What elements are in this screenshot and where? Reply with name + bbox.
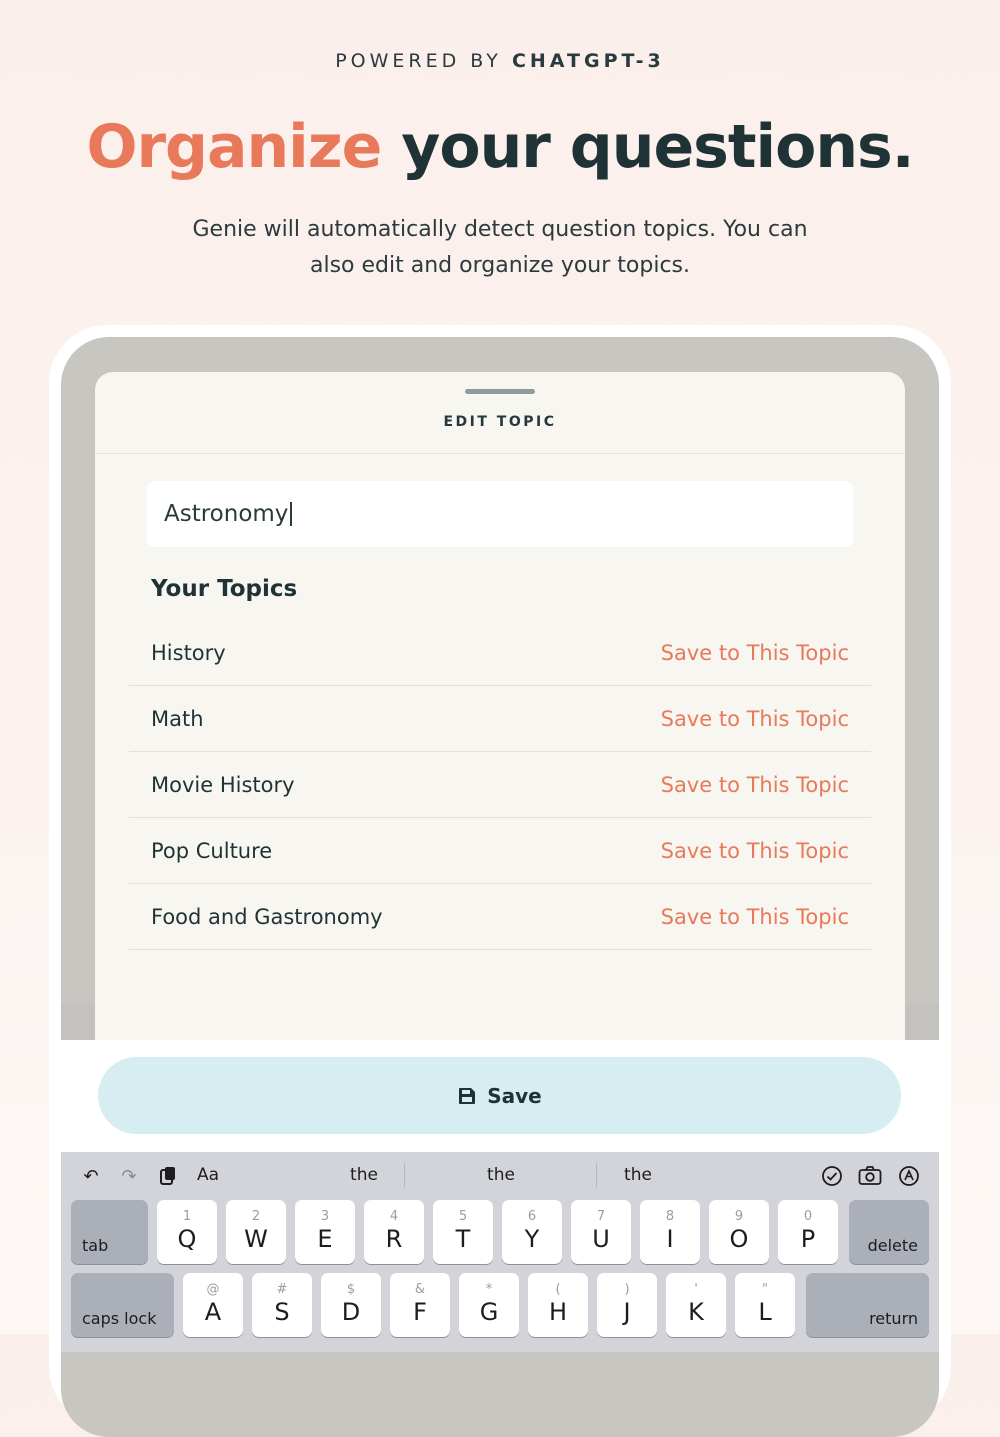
save-to-topic-button[interactable]: Save to This Topic [660,772,849,797]
key-w[interactable] [226,1200,286,1264]
clipboard-icon[interactable] [156,1164,180,1188]
key-i[interactable] [640,1200,700,1264]
key-s[interactable] [252,1273,312,1337]
key-letter: S [274,1298,290,1326]
key-alt: 2 [251,1209,261,1224]
suggestion[interactable]: the [350,1165,378,1185]
tab-key[interactable] [71,1200,148,1264]
key-alt: 6 [527,1209,537,1224]
key-letter: F [413,1298,427,1326]
key-p[interactable] [778,1200,838,1264]
key-j[interactable] [597,1273,657,1337]
key-alt: 0 [803,1209,813,1224]
checkmark-circle-icon[interactable] [820,1164,844,1188]
caps-lock-key[interactable] [71,1273,174,1337]
key-alt: 4 [389,1209,399,1224]
floppy-disk-icon [457,1086,477,1106]
key-letter: D [341,1298,361,1326]
key-r[interactable] [364,1200,424,1264]
topic-name: Food and Gastronomy [151,904,383,929]
sheet-title: EDIT TOPIC [443,414,557,430]
tagline-prefix: POWERED BY [335,50,502,72]
key-f[interactable] [390,1273,450,1337]
key-alt: ' [694,1282,698,1297]
topic-row [129,884,871,950]
return-key[interactable] [806,1273,929,1337]
key-letter: P [800,1225,816,1253]
keyboard-toolbar [61,1152,939,1198]
key-letter: O [729,1225,749,1253]
undo-icon[interactable]: ↶ [83,1165,99,1187]
key-e[interactable] [295,1200,355,1264]
key-y[interactable] [502,1200,562,1264]
topic-row [129,752,871,818]
key-alt: 1 [182,1209,192,1224]
key-h[interactable] [528,1273,588,1337]
save-to-topic-button[interactable]: Save to This Topic [660,706,849,731]
topic-row [129,620,871,686]
topic-name-input[interactable] [147,481,853,547]
key-k[interactable] [666,1273,726,1337]
save-to-topic-button[interactable]: Save to This Topic [660,904,849,929]
topic-row [129,686,871,752]
key-u[interactable] [571,1200,631,1264]
delete-key[interactable] [849,1200,929,1264]
subtitle: Genie will automatically detect question topics. You can also edit and organize your topics. [192,217,808,278]
markup-pen-icon[interactable] [897,1164,921,1188]
key-letter: Q [177,1225,197,1253]
key-letter: L [758,1298,772,1326]
topic-name: Movie History [151,772,295,797]
key-letter: T [455,1225,471,1253]
key-d[interactable] [321,1273,381,1337]
key-alt: 9 [734,1209,744,1224]
return-key-label: return [869,1309,918,1328]
onscreen-keyboard [61,1152,939,1352]
save-to-topic-button[interactable]: Save to This Topic [660,838,849,863]
tagline-brand: CHATGPT-3 [511,50,665,72]
key-t[interactable] [433,1200,493,1264]
key-letter: Y [524,1225,540,1253]
topic-name: History [151,640,226,665]
key-letter: R [385,1225,403,1253]
key-alt: 8 [665,1209,675,1224]
key-o[interactable] [709,1200,769,1264]
topic-input-value: Astronomy [164,501,289,527]
key-alt: 3 [320,1209,330,1224]
suggestion[interactable]: the [624,1165,652,1185]
key-alt: 5 [458,1209,468,1224]
divider [404,1163,405,1187]
edit-topic-sheet [95,372,905,1072]
format-button[interactable]: Aa [197,1165,220,1185]
key-alt: 7 [596,1209,606,1224]
key-letter: H [548,1298,568,1326]
key-alt: " [762,1282,768,1297]
save-button-label: Save [487,1083,542,1108]
headline [0,112,1000,182]
camera-icon[interactable] [858,1164,882,1188]
text-caret [290,502,292,526]
key-letter: G [479,1298,499,1326]
key-alt: @ [206,1282,220,1297]
key-q[interactable] [157,1200,217,1264]
headline-rest: your questions. [381,112,914,182]
frame-edge [61,1004,95,1040]
key-letter: J [623,1298,631,1326]
headline-accent: Organize [86,112,382,182]
key-letter: U [592,1225,610,1253]
key-alt: ) [624,1282,630,1297]
tab-key-label: tab [82,1236,109,1255]
key-alt: # [276,1282,288,1297]
suggestion[interactable]: the [487,1165,515,1185]
topic-list [129,620,871,950]
save-to-topic-button[interactable]: Save to This Topic [660,640,849,665]
topic-row [129,818,871,884]
your-topics-heading: Your Topics [151,576,298,602]
topic-name: Math [151,706,204,731]
key-letter: I [666,1225,674,1253]
divider [95,453,905,454]
key-letter: K [688,1298,704,1326]
key-alt: ( [555,1282,561,1297]
key-alt: $ [346,1282,356,1297]
delete-key-label: delete [867,1236,918,1255]
key-letter: W [244,1225,268,1253]
caps-lock-key-label: caps lock [82,1309,157,1328]
save-button[interactable] [98,1057,901,1134]
topic-name: Pop Culture [151,838,273,863]
key-letter: E [317,1225,333,1253]
sheet-grabber[interactable] [465,389,535,394]
key-letter: A [204,1298,222,1326]
key-alt: & [414,1282,426,1297]
key-alt: * [485,1282,493,1297]
key-l[interactable] [735,1273,795,1337]
frame-edge [905,1004,939,1040]
key-a[interactable] [183,1273,243,1337]
redo-icon[interactable]: ↷ [121,1165,137,1187]
powered-by-tagline [0,50,1000,72]
key-g[interactable] [459,1273,519,1337]
